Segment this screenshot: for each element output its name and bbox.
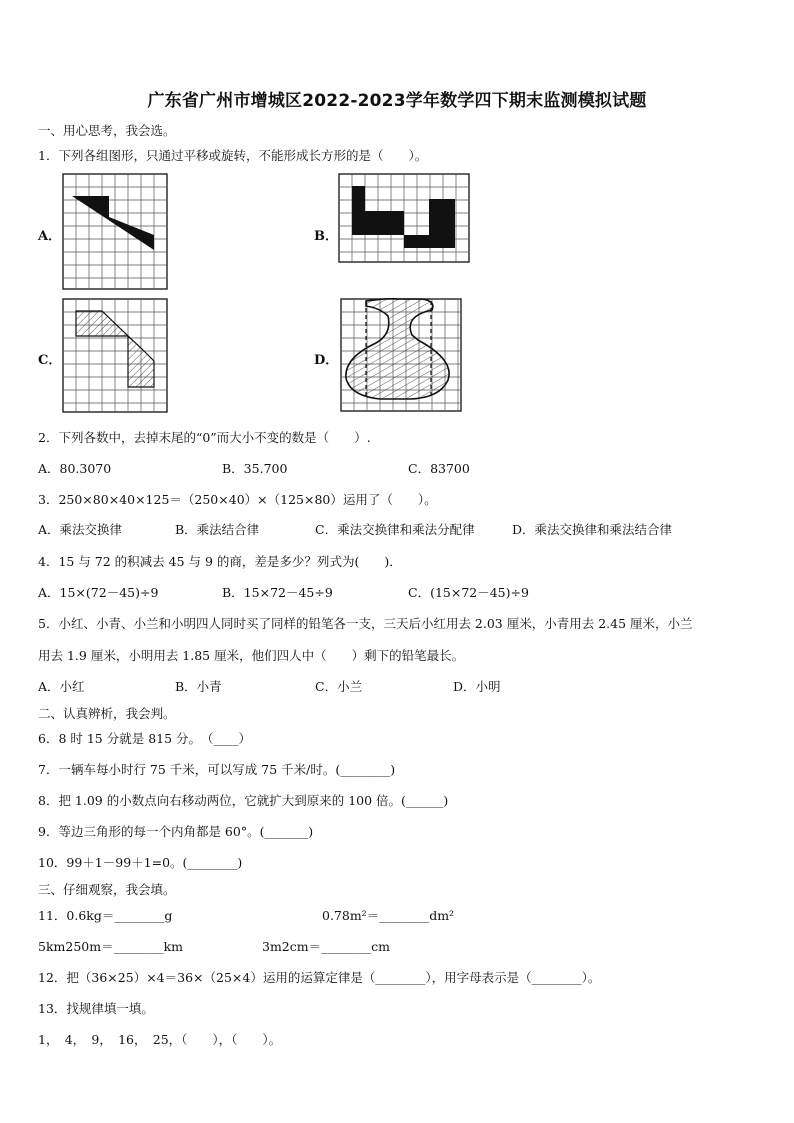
q2-option-c: C．83700 (408, 461, 470, 476)
question-12: 12．把（36×25）×4＝36×（25×4）运用的运算定律是（________），用字母表示是（________）。 (38, 970, 601, 985)
q3-option-c: C．乘法交换律和乘法分配律 (315, 522, 475, 537)
question-4: 4．15 与 72 的积减去 45 与 9 的商，差是多少？列式为( )． (38, 554, 402, 569)
q5-option-d: D．小明 (453, 679, 501, 694)
q5-option-c: C．小兰 (315, 679, 363, 694)
question-6: 6．8 时 15 分就是 815 分。 （____） (38, 731, 252, 746)
question-1: 1．下列各组图形，只通过平移或旋转，不能形成长方形的是（ ）。 (38, 148, 428, 163)
option-d-label: D． (314, 353, 339, 368)
q5-option-a: A．小红 (38, 679, 85, 694)
section-2-heading: 二、认真辨析，我会判。 (38, 706, 176, 721)
question-5-line-1: 5．小红、小青、小兰和小明四人同时买了同样的铅笔各一支，三天后小红用去 2.03 厘米，小青用去 2.45 厘米，小兰 (38, 616, 693, 631)
section-3-heading: 三、仔细观察，我会填。 (38, 882, 176, 897)
q3-option-a: A．乘法交换律 (38, 522, 123, 537)
q5-option-b: B．小青 (175, 679, 222, 694)
question-11-a: 11．0.6kg＝________g (38, 908, 173, 923)
option-c-label: C． (38, 353, 62, 368)
question-13-sequence: 1， 4， 9， 16， 25，（ ），（ ）。 (38, 1032, 282, 1047)
figure-b (338, 173, 470, 263)
question-11-b: 0.78m²＝________dm² (322, 908, 455, 923)
question-2: 2．下列各数中，去掉末尾的“0”而大小不变的数是（ ）. (38, 430, 371, 445)
q4-option-c: C．(15×72－45)÷9 (408, 585, 529, 600)
section-1-heading: 一、用心思考，我会选。 (38, 123, 176, 138)
question-5-line-2: 用去 1.9 厘米，小明用去 1.85 厘米，他们四人中（ ）剩下的铅笔最长。 (38, 648, 465, 663)
question-11-c: 5km250m＝________km (38, 939, 184, 954)
page-title: 广东省广州市增城区2022-2023学年数学四下期末监测模拟试题 (147, 91, 647, 111)
figure-c (62, 298, 168, 413)
figure-a (62, 173, 168, 290)
q3-option-b: B．乘法结合律 (175, 522, 260, 537)
question-10: 10．99＋1－99＋1=0。(________) (38, 855, 243, 870)
question-11-d: 3m2cm＝________cm (262, 939, 390, 954)
q3-option-d: D．乘法交换律和乘法结合律 (512, 522, 673, 537)
question-8: 8．把 1.09 的小数点向右移动两位，它就扩大到原来的 100 倍。(______) (38, 793, 449, 808)
q2-option-a: A．80.3070 (38, 461, 112, 476)
option-a-label: A． (38, 229, 62, 244)
option-b-label: B． (314, 229, 338, 244)
question-7: 7．一辆车每小时行 75 千米，可以写成 75 千米/时。(________) (38, 762, 396, 777)
question-9: 9．等边三角形的每一个内角都是 60°。(_______) (38, 824, 314, 839)
question-3: 3．250×80×40×125＝（250×40）×（125×80）运用了（ ）。 (38, 492, 437, 507)
question-13: 13．找规律填一填。 (38, 1001, 154, 1016)
q4-option-b: B．15×72－45÷9 (222, 585, 333, 600)
figure-d (340, 298, 462, 412)
q4-option-a: A．15×(72－45)÷9 (38, 585, 159, 600)
q2-option-b: B．35.700 (222, 461, 288, 476)
